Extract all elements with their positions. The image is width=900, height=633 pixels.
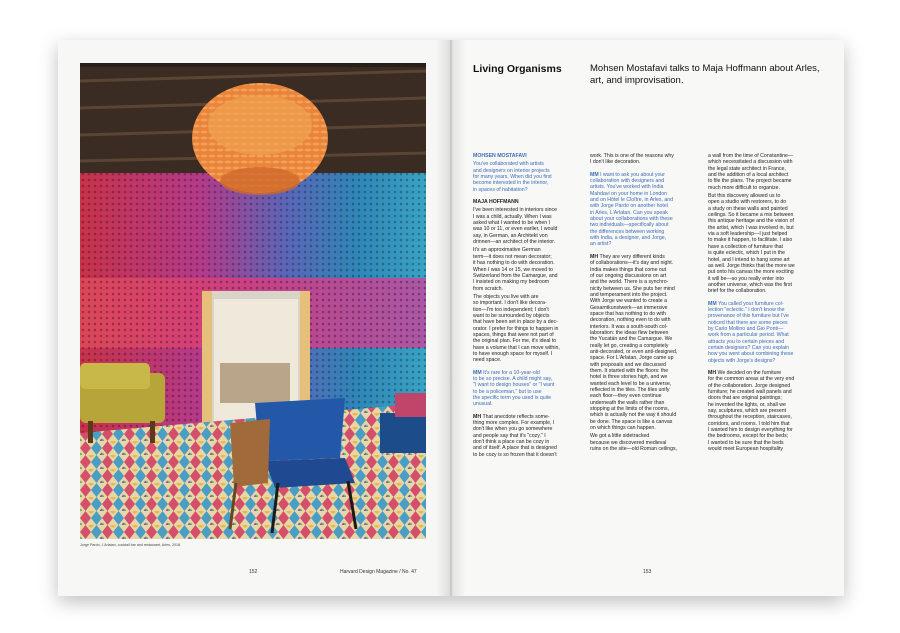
- speaker-name-mm: MOHSEN MOSTAFAVI: [473, 153, 527, 159]
- question-text: You called your furniture col- lection "eclectic." I don't know the provenance of this furniture but I've noticed that there are some pieces by Carlo Mollino and Gio Ponti— work from a particular period. What attracts you to certain pieces and certain designers? Can you explain how you went about combining these objects with Jorge's designs?: [708, 300, 794, 364]
- speaker-initials: MH: [473, 413, 482, 420]
- article-column-2: [590, 153, 700, 454]
- speaker-initials: MH: [708, 370, 717, 376]
- section-title: Living Organisms: [473, 63, 562, 75]
- photo-caption: Jorge Pardo, L'Arlatan, cocktail bar and restaurant, Arles, 2018.: [80, 543, 181, 547]
- answer-paragraph: That anecdote reflects some- thing more complex. For example, I don't like when you go somewhere and people say that it's "cozy." I don't think a place can be cozy in and of itself. A place that is designed to be cozy is so frozen that it doesn't: [473, 413, 557, 458]
- answer-paragraph: But this discovery allowed us to open a studio with restorers, to do a study on these walls and painted ceilings. So it became a mix between this antique heritage and the vision of the artist, which I was involved in, but via a soft leadership—I just helped to make it happen, to facilitate. I also have a collection of furniture that is quite eclectic, which I put in the hotel, and I intend to hang some art as well. Jorge thinks that the more we put onto his canvas the more exciting it will be—so you really enter into another universe, which was the first brief for the collaboration.: [708, 193, 795, 295]
- running-footer-title: Harvard Design Magazine / No. 47: [340, 569, 417, 575]
- answer-paragraph: work. This is one of the reasons why I don't like decoration.: [590, 153, 674, 166]
- interior-photo: [80, 63, 426, 539]
- right-page-number: 153: [643, 569, 652, 575]
- article-column-3: [708, 153, 820, 454]
- question-text: You've collaborated with artists and designers on interior projects for many years. When did you first become interested in the interior, in spaces of habitation?: [473, 161, 552, 193]
- left-page-number: 152: [249, 569, 258, 575]
- speaker-name-mh: MAJA HOFFMANN: [473, 199, 519, 206]
- answer-paragraph: We got a little sidetracked because we discovered medieval ruins on the site—old Roman ceilings,: [590, 433, 678, 453]
- article-deck: Mohsen Mostafavi talks to Maja Hoffmann about Arles, art, and improvisation.: [590, 63, 820, 86]
- answer-paragraph: It's an approximative German term—it does not mean decorator; it has nothing to do with decoration. When I was 14 or 15, we moved to Switzerland from the Camargue, and I insisted on making my bedroom from scratch.: [473, 247, 558, 292]
- question-text: It's rare for a 10-year-old to be so precise. A child might say, "I want to design houses" or "I want to be a policeman," but to use the specific term you used is quite unusual.: [473, 369, 555, 408]
- answer-paragraph: a wall from the time of Constantine— which necessitated a discussion with the legal state architect in France, and the addition of a local architect to file the plans. The project became much more difficult to organize.: [708, 153, 794, 191]
- article-column-1: [473, 153, 581, 460]
- answer-paragraph: I've been interested in interiors since I was a child, actually. When I was asked what I wanted to be when I was 10 or 11, or even earlier, I would say, in German, an Architekt von drinnen—an architect of the interior.: [473, 207, 558, 246]
- speaker-initials: MM: [708, 300, 717, 307]
- answer-paragraph: They are very different kinds of collaborations—it's day and night. India makes things that come out of our ongoing discussions on art and the world. There is a synchro- nicity between us. She puts her mind and temperament into the project. With Jorge we wanted to create a Gesamtkunstwerk—an immersive space that has nothing to do with decoration, nothing even to do with interiors. It was a south-south col- laboration: the ideas flew between the Yucatán and the Camargue. We really let go, creating a completely anti-decorated, or even anti-designed, space. For L'Arlatan, Jorge came up with proposals and we discussed them. It started with the floors: the hotel is three stories high, and we wanted each level to be a universe, reflected in the tiles. The tiles unify each floor—they even continue underneath the walls rather than stopping at the limits of the rooms, which is actually not the way it should be done. The space is like a canvas on which things can happen.: [590, 253, 678, 432]
- answer-paragraph: We decided on the furniture for the common areas at the very end of the collaboration. Jorge designed furniture; he created wall panels and doors that are original paintings; he invented the lights, or, shall we say, sculptures, which are present throughout the reception, staircases, corridors, and rooms. I told him that I wanted him to design everything for the bedrooms, except for the beds; I wanted to be sure that the beds would meet European hospitality: [708, 370, 795, 453]
- speaker-initials: MM: [473, 369, 482, 376]
- answer-paragraph: The objects you live with are so important. I don't like decora- tion—I'm too independent; I don't want to be surrounded by objects that have been set in place by a dec- orator. I prefer for things to happen in spaces, things that were not part of the original plan. For me, it's ideal to have a volume that I can move within, to have enough space for myself. I need space.: [473, 293, 560, 364]
- speaker-initials: MM: [590, 171, 599, 178]
- question-text: I want to ask you about your collaboration with designers and artists. You've worked with India Mahdavi on your home in London and on Hôtel le Cloître, in Arles, and with Jorge Pardo on another hotel in Arles, L'Arlatan. Can you speak about your collaborations with these two individuals—specifically about the differences between working with India, a designer, and Jorge, an artist?: [590, 171, 674, 248]
- speaker-initials: MH: [590, 253, 599, 260]
